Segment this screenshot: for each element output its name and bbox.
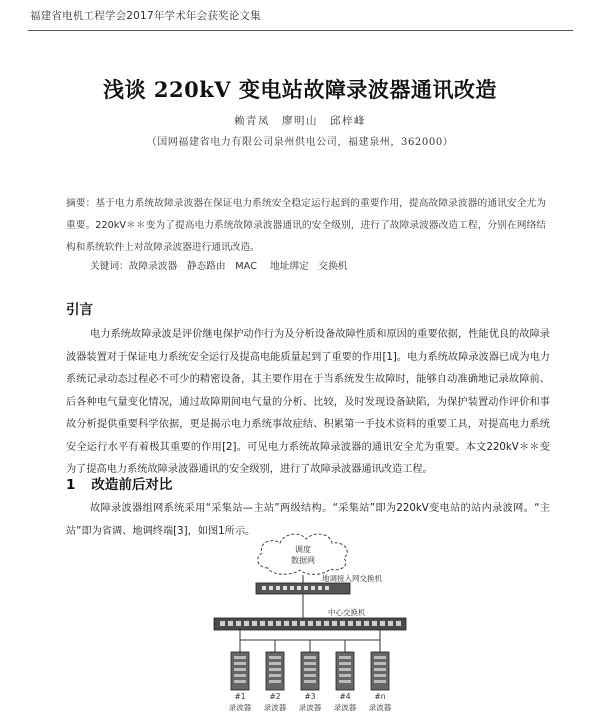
recorder-n xyxy=(369,652,392,712)
paper-title: 浅谈 220kV 变电站故障录波器通讯改造 xyxy=(103,77,497,102)
recorder-3-num: #3 xyxy=(304,692,316,701)
keywords: 关键词：故障录波器 静态路由 MAC 地址绑定 交换机 xyxy=(90,261,348,272)
recorder-4 xyxy=(334,652,357,712)
recorder-2-label: 录波器 xyxy=(263,703,287,712)
recorder-4-label: 录波器 xyxy=(333,703,357,712)
section-1-paragraph: 故障录波器组网系统采用“采集站—主站”两级结构。“采集站”即为220kV变电站的站内录波网。“主站”即为省调、地调终端[3]，如图1所示。 xyxy=(66,503,550,537)
recorder-n-num: #n xyxy=(374,692,386,701)
intro-heading-text: 引言 xyxy=(66,302,93,318)
recorder-n-label: 录波器 xyxy=(368,703,392,712)
access-switch xyxy=(256,573,382,594)
center-switch-label: 中心交换机 xyxy=(328,608,366,617)
recorder-3-label: 录波器 xyxy=(298,703,322,712)
section-number: 1 xyxy=(66,477,76,493)
section-1-heading-text: 改造前后对比 xyxy=(91,477,173,493)
recorder-3 xyxy=(299,652,322,712)
paper-authors: 赖青凤 廖明山 邱梓峰 xyxy=(234,115,366,127)
recorder-2-num: #2 xyxy=(269,692,281,701)
dispatch-network-cloud xyxy=(258,534,347,574)
recorder-1 xyxy=(229,652,252,712)
recorder-2 xyxy=(264,652,287,712)
recorder-1-num: #1 xyxy=(234,692,246,701)
abstract: 摘要：基于电力系统故障录波器在保证电力系统安全稳定运行起到的重要作用，提高故障录波器的通讯安全尤为重要。220kV＊＊变为了提高电力系统故障录波器通讯的安全级别，进行了故障录波器改造工程，分别在网络结构和系统软件上对故障录波器进行通讯改造。 xyxy=(66,198,546,253)
intro-paragraph: 电力系统故障录波是评价继电保护动作行为及分析设备故障性质和原因的重要依据，性能优良的故障录波器装置对于保证电力系统安全运行及提高电能质量起到了重要的作用[1]。电力系统故障录波器已成为电力系统记录动态过程必不可少的精密设备，其主要作用在于当系统发生故障时，能够自动准确地记录故障前、后各种电气量变化情况，通过故障期间电气量的分析、比较，及时发现设备缺陷，为保护装置动作评价和事故分析提供重要科学依据，更是揭示电力系统事故症结、积累第一手技术资料的重要工具，对提高电力系统安全运行水平有着极其重要的作用[2]。可见电力系统故障录波器的通讯安全尤为重要。本文220kV＊＊变为了提高电力系统故障录波器通讯的安全级别，进行了故障录波器通讯改造工程。 xyxy=(66,329,550,475)
recorder-4-num: #4 xyxy=(339,692,351,701)
running-head: 福建省电机工程学会2017年学术年会获奖论文集 xyxy=(30,10,261,22)
paper-affiliation: （国网福建省电力有限公司泉州供电公司，福建泉州，362000） xyxy=(146,137,454,148)
recorder-1-label: 录波器 xyxy=(228,703,252,712)
access-switch-label: 地调接入网交换机 xyxy=(322,574,382,583)
cloud-label-1: 调度 xyxy=(295,545,311,554)
center-switch xyxy=(214,607,406,630)
cloud-label-2: 数据网 xyxy=(291,556,315,565)
